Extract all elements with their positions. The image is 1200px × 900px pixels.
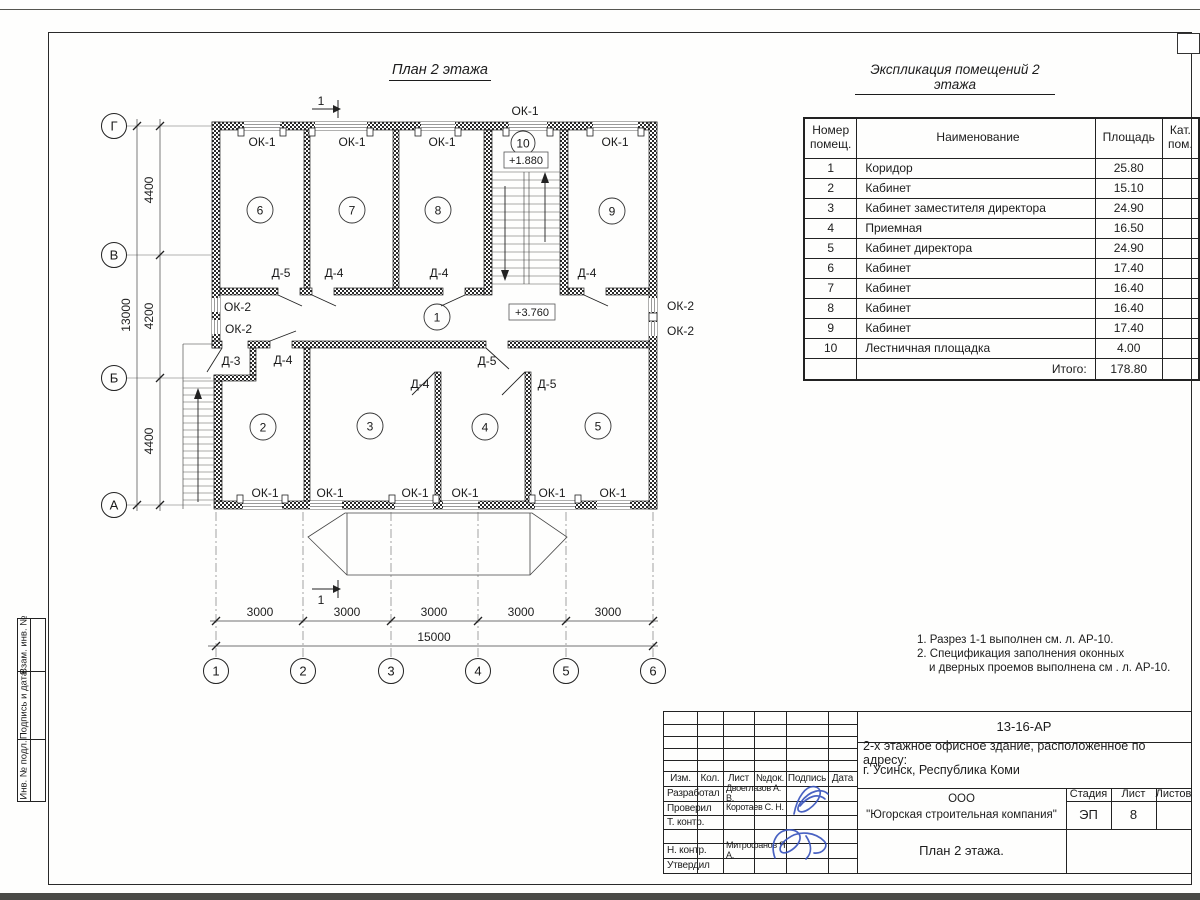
axis-col-6: 6: [649, 663, 657, 679]
note-line: и дверных проемов выполнена см . л. АР-10.: [929, 662, 1171, 675]
sheet-value: 8: [1129, 806, 1138, 822]
axis-col-1: 1: [212, 663, 220, 679]
room-number-4: 4: [481, 420, 489, 435]
section-number: 1: [317, 593, 325, 607]
window-label-ok1: ОК-1: [511, 104, 539, 118]
room-number-1: 1: [433, 310, 441, 325]
axis-row-a: А: [109, 497, 119, 513]
notes-block: [917, 633, 1170, 676]
axis-col-4: 4: [474, 663, 482, 679]
company-line2: "Югорская строительная компания": [866, 808, 1057, 821]
door-label-d4: Д-4: [577, 266, 597, 280]
col-list: Лист: [728, 773, 749, 784]
window-label-ok2: ОК-2: [225, 322, 252, 336]
stage-label: Стадия: [1069, 788, 1108, 801]
axis-row-v: В: [109, 247, 119, 263]
window-label-ok1: ОК-1: [401, 486, 429, 500]
window-label-ok1: ОК-1: [538, 486, 566, 500]
table-row: 4 Приемная 16.50: [804, 218, 1199, 238]
total-label: Итого:: [857, 358, 1095, 380]
door-label-d4: Д-4: [324, 266, 344, 280]
name-ncontrol: Митрофанов Я. А.: [726, 839, 788, 860]
axis-col-2: 2: [299, 663, 307, 679]
role-developed: Разработал: [667, 788, 720, 799]
name-checked: Коротаев С. Н.: [726, 802, 784, 813]
window-label-ok1: ОК-1: [601, 135, 629, 149]
dim-v-2: 4200: [142, 302, 156, 330]
table-row: 3 Кабинет заместителя директора 24.90: [804, 198, 1199, 218]
role-ncontrol: Н. контр.: [667, 845, 707, 856]
header-category: Кат. пом.: [1162, 118, 1199, 158]
table-row: 7 Кабинет 16.40: [804, 278, 1199, 298]
role-approved: Утвердил: [667, 860, 710, 871]
window-label-ok1: ОК-1: [451, 486, 479, 500]
dim-v-3: 4400: [142, 427, 156, 455]
window-label-ok1: ОК-1: [338, 135, 366, 149]
room-number-7: 7: [348, 203, 356, 218]
table-row: 1 Коридор 25.80: [804, 158, 1199, 178]
window-label-ok1: ОК-1: [251, 486, 279, 500]
room-schedule-table: [803, 117, 1200, 381]
door-label-d5: Д-5: [537, 377, 557, 391]
col-kol: Кол.: [700, 773, 720, 784]
project-description-line1: 2-х этажное офисное здание, расположенное по адресу:: [863, 738, 1146, 767]
dim-v-1: 4400: [142, 176, 156, 204]
total-value: 178.80: [1095, 358, 1162, 380]
dim-v-total: 13000: [119, 298, 133, 332]
window-label-ok1: ОК-1: [428, 135, 456, 149]
name-developed: Двоеглазов А. В.: [726, 782, 781, 803]
dim-h-2: 3000: [333, 605, 361, 619]
door-label-d5: Д-5: [477, 354, 497, 368]
header-name: Наименование: [857, 118, 1095, 158]
project-description-line2: г. Усинск, Республика Коми: [863, 762, 1020, 777]
section-number: 1: [317, 94, 325, 108]
note-line: 1. Разрез 1-1 выполнен см. л. АР-10.: [917, 634, 1114, 646]
window-label-ok2: ОК-2: [224, 300, 251, 314]
sheet-name: План 2 этажа.: [919, 842, 1004, 858]
door-label-d4: Д-4: [429, 266, 449, 280]
side-strip: [17, 615, 46, 802]
table-row: 2 Кабинет 15.10: [804, 178, 1199, 198]
window-label-ok1: ОК-1: [316, 486, 344, 500]
axis-col-3: 3: [387, 663, 395, 679]
room-number-3: 3: [366, 419, 374, 434]
company-line1: ООО: [948, 792, 975, 805]
door-label-d4: Д-4: [410, 377, 430, 391]
role-tcontrol: Т. контр.: [667, 816, 705, 828]
room-number-9: 9: [608, 204, 616, 219]
role-checked: Проверил: [667, 802, 712, 814]
stage-value: ЭП: [1079, 806, 1098, 822]
axis-row-b: Б: [109, 370, 119, 386]
door-label-d4: Д-4: [273, 353, 293, 367]
sheets-value: [1156, 801, 1191, 829]
col-ndok: №док.: [755, 773, 785, 784]
table-row: 8 Кабинет 16.40: [804, 298, 1199, 318]
axis-row-g: Г: [110, 118, 118, 134]
title-block: [663, 711, 1192, 874]
room-number-5: 5: [594, 419, 602, 434]
table-row: 5 Кабинет директора 24.90: [804, 238, 1199, 258]
sheet-label: Лист: [1121, 788, 1146, 801]
window-label-ok1: ОК-1: [599, 486, 627, 500]
window-label-ok1: ОК-1: [248, 135, 276, 149]
side-label-vzam: Взам. инв. №: [18, 615, 30, 675]
table-header-row: [804, 118, 1199, 158]
dim-h-3: 3000: [420, 605, 448, 619]
col-data: Дата: [831, 773, 854, 784]
table-row: 9 Кабинет 17.40: [804, 318, 1199, 338]
header-area: Площадь: [1095, 118, 1162, 158]
room-number-6: 6: [256, 203, 264, 218]
document-number: 13-16-АР: [996, 718, 1052, 734]
level-upper: +1.880: [509, 155, 543, 167]
note-line: 2. Спецификация заполнения оконных: [917, 648, 1125, 661]
dim-h-total: 15000: [417, 630, 451, 644]
header-number: Номер помещ.: [804, 118, 857, 158]
col-izm: Изм.: [670, 773, 691, 784]
table-row: 6 Кабинет 17.40: [804, 258, 1199, 278]
plan-title: План 2 этажа: [375, 62, 505, 81]
dim-h-5: 3000: [594, 605, 622, 619]
door-label-d5: Д-5: [271, 266, 291, 280]
schedule-title: Экспликация помещений 2 этажа: [855, 62, 1055, 95]
axis-col-5: 5: [562, 663, 570, 679]
room-number-10: 10: [516, 136, 530, 151]
door-label-d3: Д-3: [221, 354, 241, 368]
col-podpis: Подпись: [787, 773, 827, 784]
side-label-podpis: Подпись и дата: [18, 670, 30, 740]
dim-h-1: 3000: [246, 605, 274, 619]
dim-h-4: 3000: [507, 605, 535, 619]
room-number-8: 8: [434, 203, 442, 218]
corner-reference-box: [1177, 33, 1200, 54]
table-total-row: [804, 358, 1199, 380]
level-lower: +3.760: [515, 307, 549, 319]
table-row: 10 Лестничная площадка 4.00: [804, 338, 1199, 358]
side-label-inv: Инв. № подл.: [18, 740, 30, 800]
sheets-label: Листов: [1155, 788, 1192, 801]
window-label-ok2: ОК-2: [667, 324, 694, 338]
window-label-ok2: ОК-2: [667, 299, 694, 313]
room-number-2: 2: [259, 420, 267, 435]
